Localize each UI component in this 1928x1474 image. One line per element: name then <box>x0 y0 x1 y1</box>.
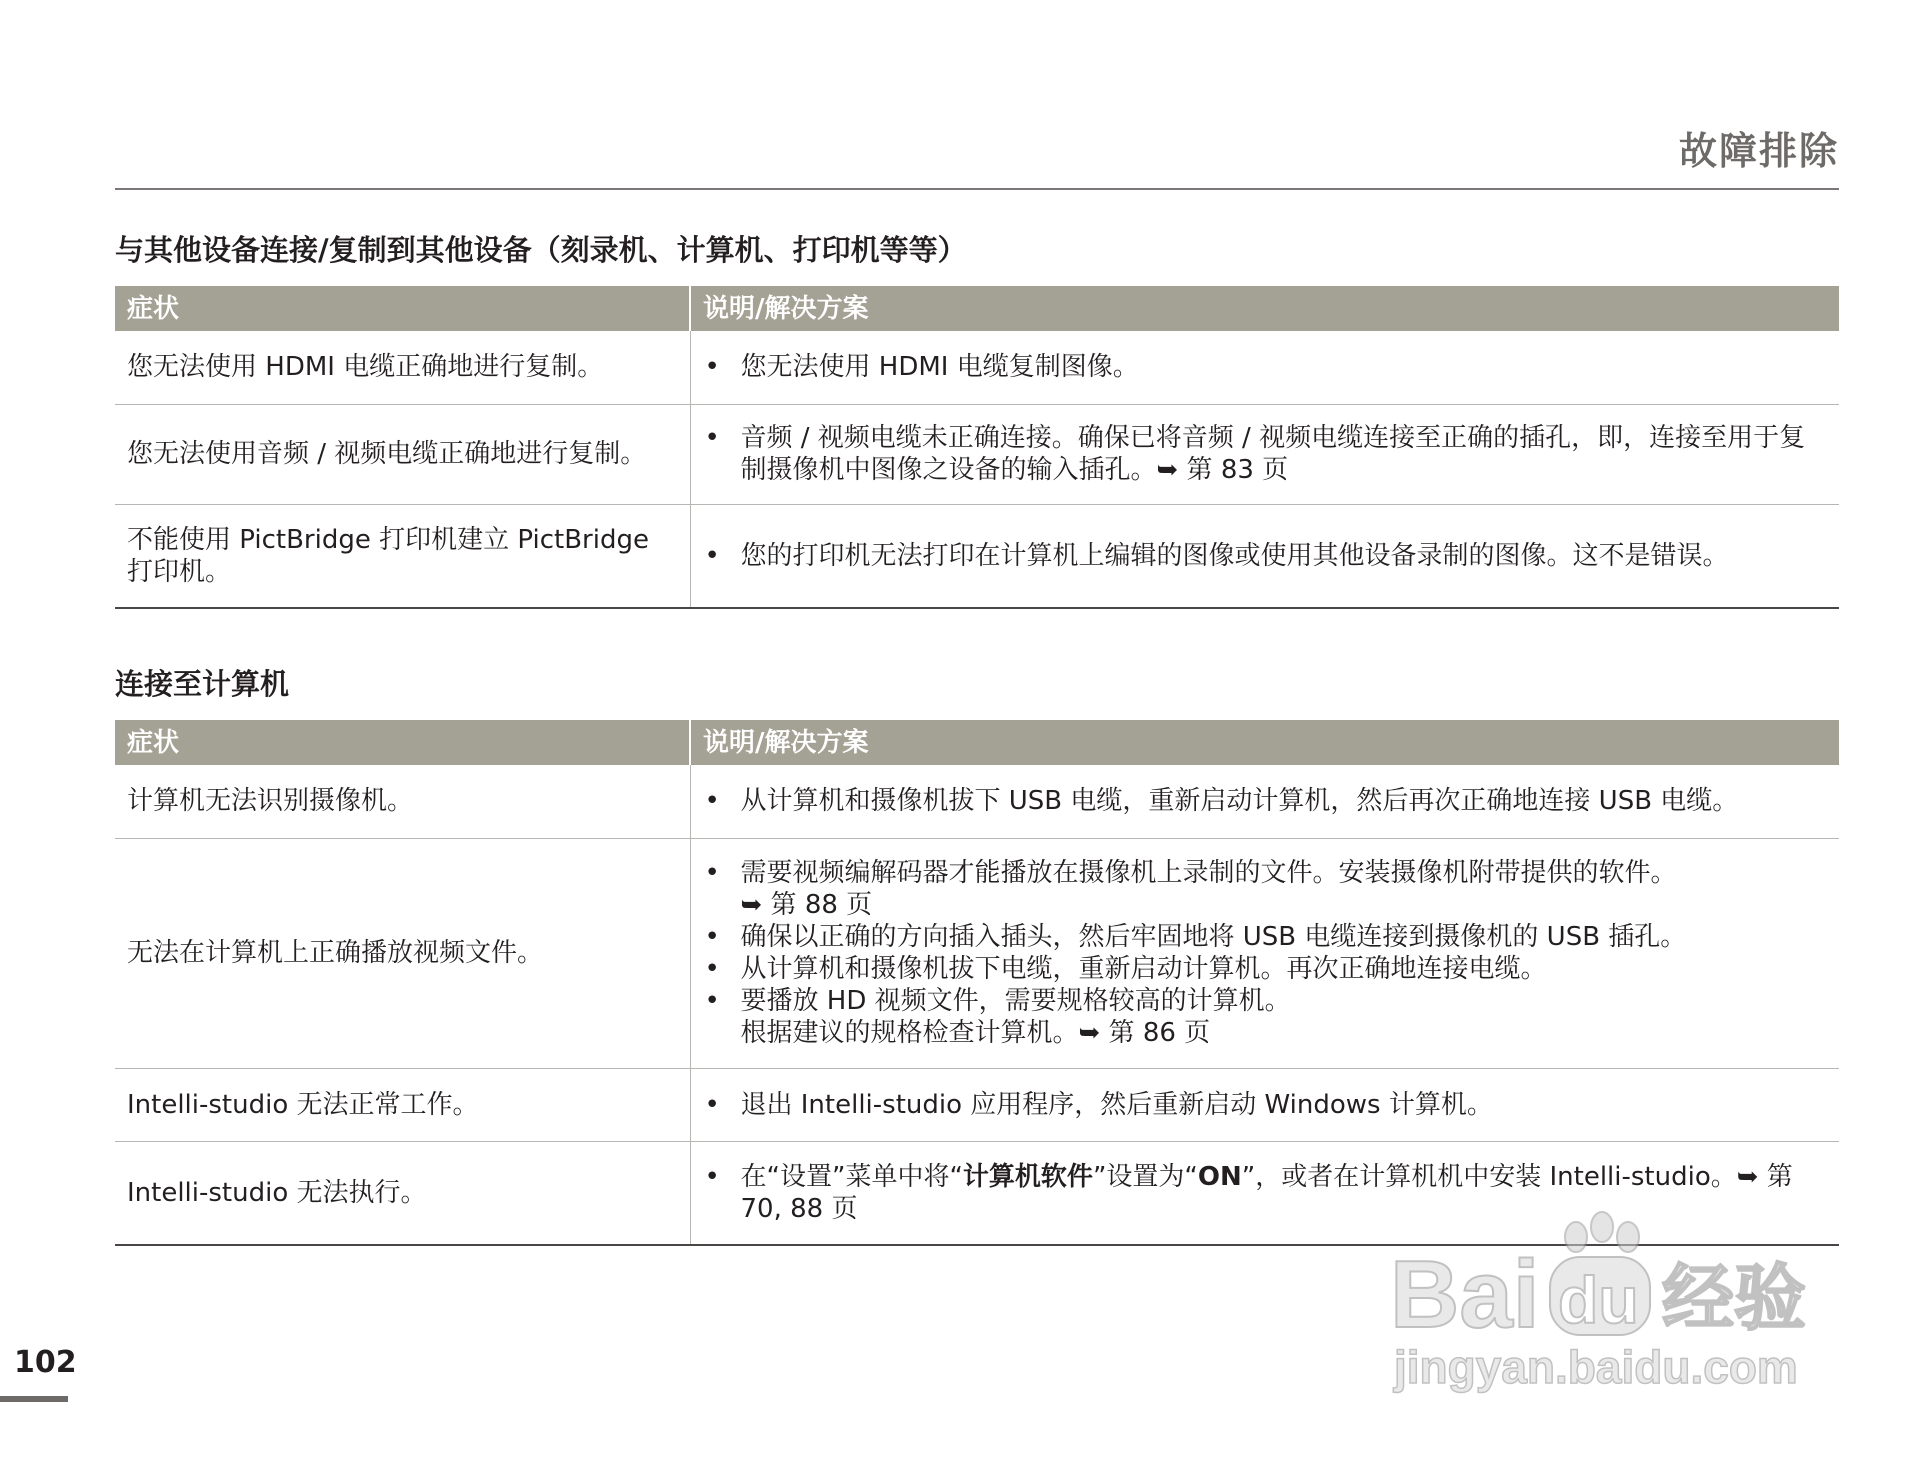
symptom-cell: 不能使用 PictBridge 打印机建立 PictBridge 打印机。 <box>115 504 690 608</box>
solution-cell <box>690 504 1839 608</box>
symptom-cell: 您无法使用音频 / 视频电缆正确地进行复制。 <box>115 404 690 504</box>
troubleshooting-table <box>115 286 1839 609</box>
column-header-symptom: 症状 <box>115 720 690 765</box>
solution-item: • 音频 / 视频电缆未正确连接。确保已将音频 / 视频电缆连接至正确的插孔，即，连接至用于复制摄像机中图像之设备的输入插孔。➥ 第 83 页 <box>705 422 1828 486</box>
setting-value-label: ON <box>1197 1161 1242 1192</box>
solution-item: • 您无法使用 HDMI 电缆复制图像。 <box>705 351 1828 383</box>
troubleshooting-table <box>115 720 1839 1246</box>
solution-cell <box>690 331 1839 404</box>
solution-item <box>705 985 1828 1049</box>
watermark-url: jingyan.baidu.com <box>1394 1341 1798 1393</box>
solution-cell <box>690 404 1839 504</box>
column-header-symptom: 症状 <box>115 286 690 331</box>
solution-item: • 您的打印机无法打印在计算机上编辑的图像或使用其他设备录制的图像。这不是错误。 <box>705 540 1828 572</box>
solution-cell <box>690 765 1839 838</box>
paw-toe-icon <box>1591 1212 1613 1242</box>
solution-item: • 确保以正确的方向插入插头，然后牢固地将 USB 电缆连接到摄像机的 USB 插孔。 <box>705 921 1828 953</box>
table-row <box>115 1068 1839 1141</box>
chapter-title: 故障排除 <box>1678 129 1839 173</box>
table-row <box>115 765 1839 838</box>
solution-text: ”设置为“ <box>1092 1161 1198 1192</box>
table-row <box>115 331 1839 404</box>
table-row <box>115 504 1839 608</box>
solution-cell <box>690 838 1839 1068</box>
solution-text: 根据建议的规格检查计算机。➥ 第 86 页 <box>740 1018 1211 1048</box>
page-number-bar <box>0 1396 68 1402</box>
column-header-solution: 说明/解决方案 <box>690 286 1839 331</box>
solution-text: 需要视频编解码器才能播放在摄像机上录制的文件。安装摄像机附带提供的软件。 <box>740 858 1677 888</box>
solution-item <box>705 857 1828 921</box>
table-header-row <box>115 720 1839 765</box>
page-number: 102 <box>14 1345 77 1380</box>
column-header-solution: 说明/解决方案 <box>690 720 1839 765</box>
solution-item: • 退出 Intelli-studio 应用程序，然后重新启动 Windows 计算机。 <box>705 1089 1828 1121</box>
symptom-cell: Intelli-studio 无法执行。 <box>115 1141 690 1245</box>
paw-toe-icon <box>1617 1222 1639 1252</box>
menu-option-label: 计算机软件 <box>962 1161 1093 1192</box>
table-header-row <box>115 286 1839 331</box>
solution-cell <box>690 1068 1839 1141</box>
section-heading: 连接至计算机 <box>115 667 290 701</box>
solution-text: 在“设置”菜单中将“ <box>740 1161 963 1192</box>
watermark-label: 经验 <box>1662 1256 1807 1340</box>
solution-text: 要播放 HD 视频文件，需要规格较高的计算机。 <box>740 986 1291 1016</box>
symptom-cell: 您无法使用 HDMI 电缆正确地进行复制。 <box>127 352 604 383</box>
table-row <box>115 838 1839 1068</box>
watermark-brand-suffix: du <box>1558 1263 1639 1337</box>
solution-text: ”，或者在计算机机中安装 Intelli-studio。➥ 第 70, 88 页 <box>740 1161 1793 1224</box>
table-row <box>115 404 1839 504</box>
symptom-cell: Intelli-studio 无法正常工作。 <box>115 1068 690 1141</box>
section-heading: 与其他设备连接/复制到其他设备（刻录机、计算机、打印机等等） <box>115 233 967 267</box>
baidu-jingyan-watermark <box>1380 1205 1840 1405</box>
chapter-divider <box>115 188 1839 190</box>
solution-item: • 从计算机和摄像机拔下电缆，重新启动计算机。再次正确地连接电缆。 <box>705 953 1828 985</box>
symptom-cell: 计算机无法识别摄像机。 <box>127 786 414 817</box>
watermark-brand: Bai <box>1390 1241 1540 1348</box>
solution-item: • 从计算机和摄像机拔下 USB 电缆，重新启动计算机，然后再次正确地连接 USB 电缆。 <box>705 785 1828 817</box>
page-reference: ➥ 第 88 页 <box>740 890 873 920</box>
symptom-cell: 无法在计算机上正确播放视频文件。 <box>115 838 690 1068</box>
paw-toe-icon <box>1565 1222 1587 1252</box>
